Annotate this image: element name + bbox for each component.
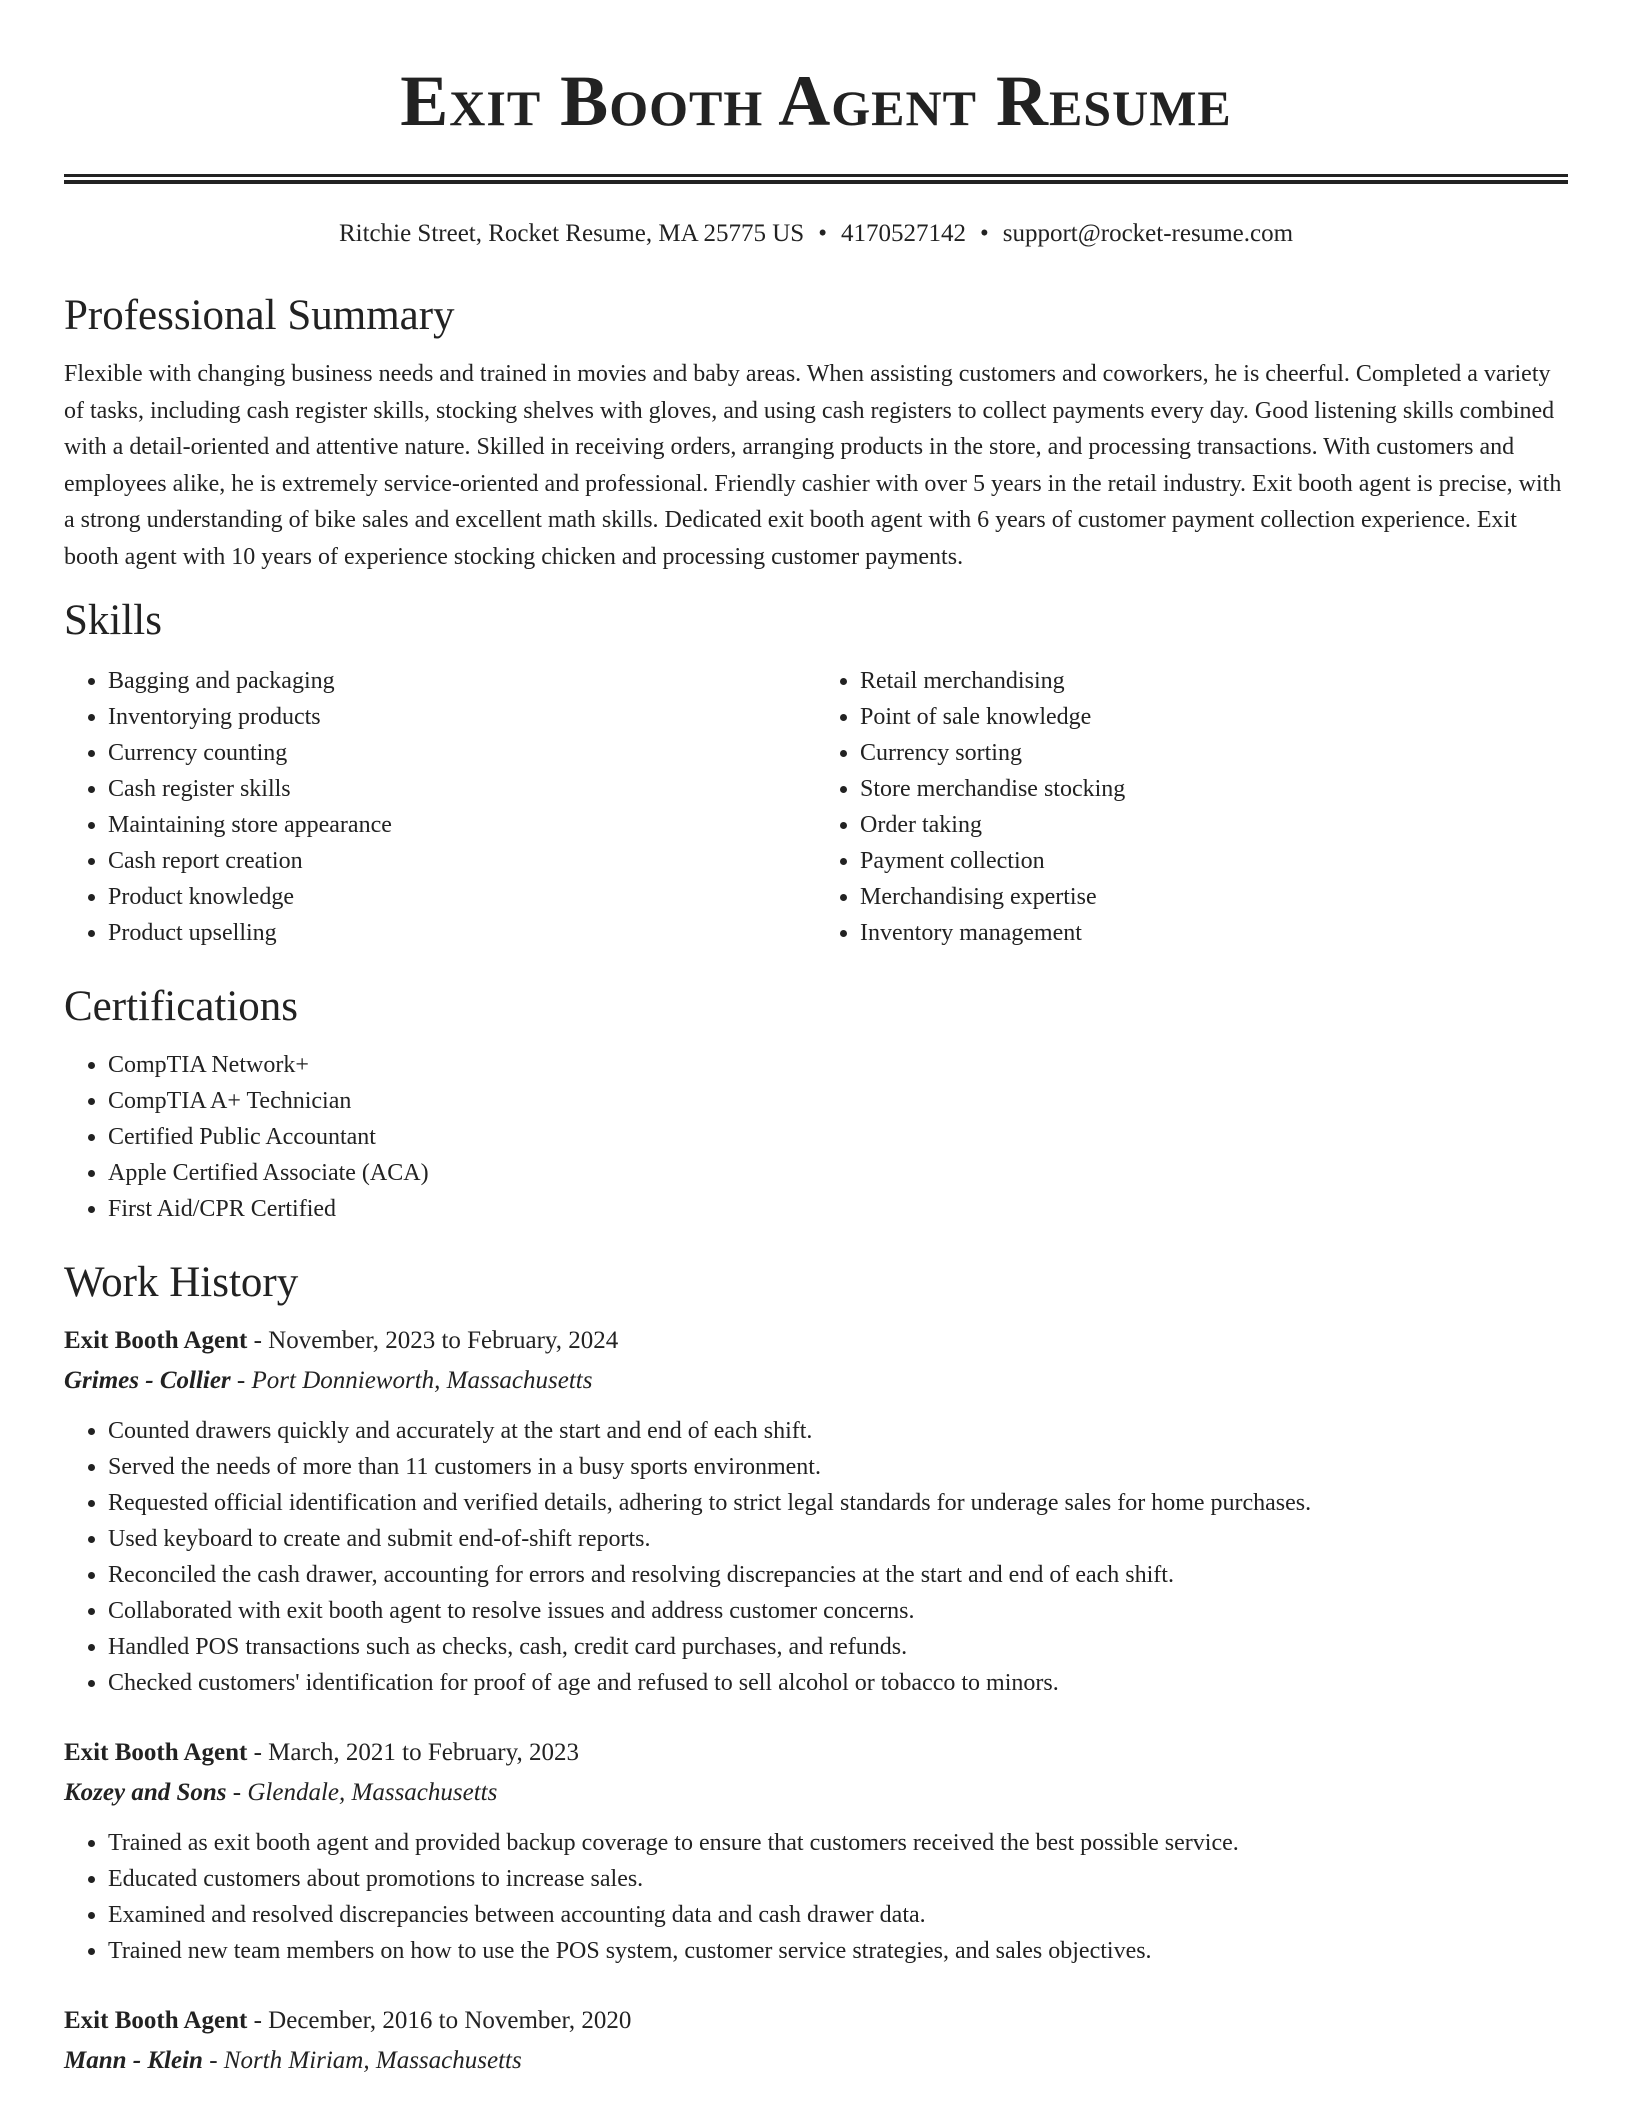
skill-item: • Retail merchandising <box>860 663 1568 699</box>
job-role: Exit Booth Agent <box>64 1327 248 1354</box>
job-bullet: • Counted drawers quickly and accurately at the start and end of each shift. <box>108 1413 1568 1449</box>
contact-separator: • <box>979 220 989 247</box>
job-dates: - November, 2023 to February, 2024 <box>247 1327 619 1354</box>
work-history-list <box>64 1321 1568 2081</box>
job-title-line <box>64 2001 1568 2041</box>
job-entry <box>64 1321 1568 1701</box>
job-company: Grimes - Collier <box>64 1367 231 1394</box>
summary-heading: Professional Summary <box>64 292 455 339</box>
job-title-line <box>64 1321 1568 1361</box>
certifications-heading: Certifications <box>64 983 299 1030</box>
job-company: Mann - Klein <box>64 2047 203 2074</box>
skill-item: • Maintaining store appearance <box>108 807 816 843</box>
contact-separator: • <box>818 220 827 247</box>
contact-phone: 4170527142 <box>840 220 966 247</box>
certifications-list <box>64 1047 1568 1227</box>
job-role: Exit Booth Agent <box>64 2007 248 2034</box>
job-bullet: • Requested official identification and verified details, adhering to strict legal standards for underage sales for home purchases. <box>108 1485 1568 1521</box>
skill-item: • Cash register skills <box>108 771 816 807</box>
job-location: - Port Donnieworth, Massachusetts <box>230 1367 593 1394</box>
skill-item: • Product knowledge <box>108 879 816 915</box>
job-dates: - December, 2016 to November, 2020 <box>247 2007 632 2034</box>
job-dates: - March, 2021 to February, 2023 <box>247 1739 579 1766</box>
summary-text: Flexible with changing business needs and trained in movies and baby areas. When assisting customers and coworkers, he is cheerful. Completed a variety of tasks, including cash register skills, stocking shelves with gloves, and using cash registers to collect payments every day. Good listening skills combined with a detail-oriented and attentive nature. Skilled in receiving orders, arranging products in the store, and processing transactions. With customers and employees alike, he is extremely service-oriented and professional. Friendly cashier with over 5 years in the retail industry. Exit booth agent is precise, with a strong understanding of bike sales and excellent math skills. Dedicated exit booth agent with 6 years of customer payment collection experience. Exit booth agent with 10 years of experience stocking chicken and processing customer payments. <box>64 361 1562 570</box>
resume-title: Exit Booth Agent Resume <box>400 61 1232 141</box>
certification-item: • CompTIA Network+ <box>108 1047 1568 1083</box>
job-bullet: • Examined and resolved discrepancies between accounting data and cash drawer data. <box>108 1897 1568 1933</box>
work-history-heading: Work History <box>64 1259 299 1306</box>
job-bullet: • Checked customers' identification for proof of age and refused to sell alcohol or tobacco to minors. <box>108 1665 1568 1701</box>
skill-item: • Cash report creation <box>108 843 816 879</box>
title-double-rule <box>64 174 1568 184</box>
job-bullet: • Trained as exit booth agent and provided backup coverage to ensure that customers received the best possible service. <box>108 1825 1568 1861</box>
certification-item: • First Aid/CPR Certified <box>108 1191 1568 1227</box>
job-entry <box>64 1733 1568 1969</box>
contact-email: support@rocket-resume.com <box>1002 220 1294 247</box>
job-company-line <box>64 1361 1568 1401</box>
job-bullet-list <box>64 1825 1568 1969</box>
skills-list-left <box>64 663 816 951</box>
job-entry <box>64 2001 1568 2081</box>
job-bullet: • Collaborated with exit booth agent to resolve issues and address customer concerns. <box>108 1593 1568 1629</box>
job-role: Exit Booth Agent <box>64 1739 248 1766</box>
skills-columns <box>64 663 1568 951</box>
skill-item: • Bagging and packaging <box>108 663 816 699</box>
skill-item: • Currency sorting <box>860 735 1568 771</box>
job-bullet: • Educated customers about promotions to increase sales. <box>108 1861 1568 1897</box>
contact-address: Ritchie Street, Rocket Resume, MA 25775 US <box>338 220 805 247</box>
skill-item: • Point of sale knowledge <box>860 699 1568 735</box>
skill-item: • Inventorying products <box>108 699 816 735</box>
contact-line <box>64 218 1568 250</box>
skill-item: • Product upselling <box>108 915 816 951</box>
certification-item: • Certified Public Accountant <box>108 1119 1568 1155</box>
job-company-line <box>64 2041 1568 2081</box>
certification-item: • CompTIA A+ Technician <box>108 1083 1568 1119</box>
job-title-line <box>64 1733 1568 1773</box>
skill-item: • Payment collection <box>860 843 1568 879</box>
job-location: - North Miriam, Massachusetts <box>202 2047 522 2074</box>
job-bullet: • Served the needs of more than 11 customers in a busy sports environment. <box>108 1449 1568 1485</box>
certification-item: • Apple Certified Associate (ACA) <box>108 1155 1568 1191</box>
skill-item: • Store merchandise stocking <box>860 771 1568 807</box>
skill-item: • Merchandising expertise <box>860 879 1568 915</box>
job-company: Kozey and Sons <box>64 1779 227 1806</box>
job-company-line <box>64 1773 1568 1813</box>
job-bullet-list <box>64 1413 1568 1701</box>
job-bullet: • Handled POS transactions such as checks, cash, credit card purchases, and refunds. <box>108 1629 1568 1665</box>
job-bullet: • Reconciled the cash drawer, accounting for errors and resolving discrepancies at the start and end of each shift. <box>108 1557 1568 1593</box>
skill-item: • Order taking <box>860 807 1568 843</box>
job-bullet: • Used keyboard to create and submit end-of-shift reports. <box>108 1521 1568 1557</box>
skill-item: • Currency counting <box>108 735 816 771</box>
job-location: - Glendale, Massachusetts <box>226 1779 498 1806</box>
job-bullet: • Trained new team members on how to use the POS system, customer service strategies, and sales objectives. <box>108 1933 1568 1969</box>
skill-item: • Inventory management <box>860 915 1568 951</box>
skills-heading: Skills <box>64 597 162 644</box>
skills-list-right <box>816 663 1568 951</box>
